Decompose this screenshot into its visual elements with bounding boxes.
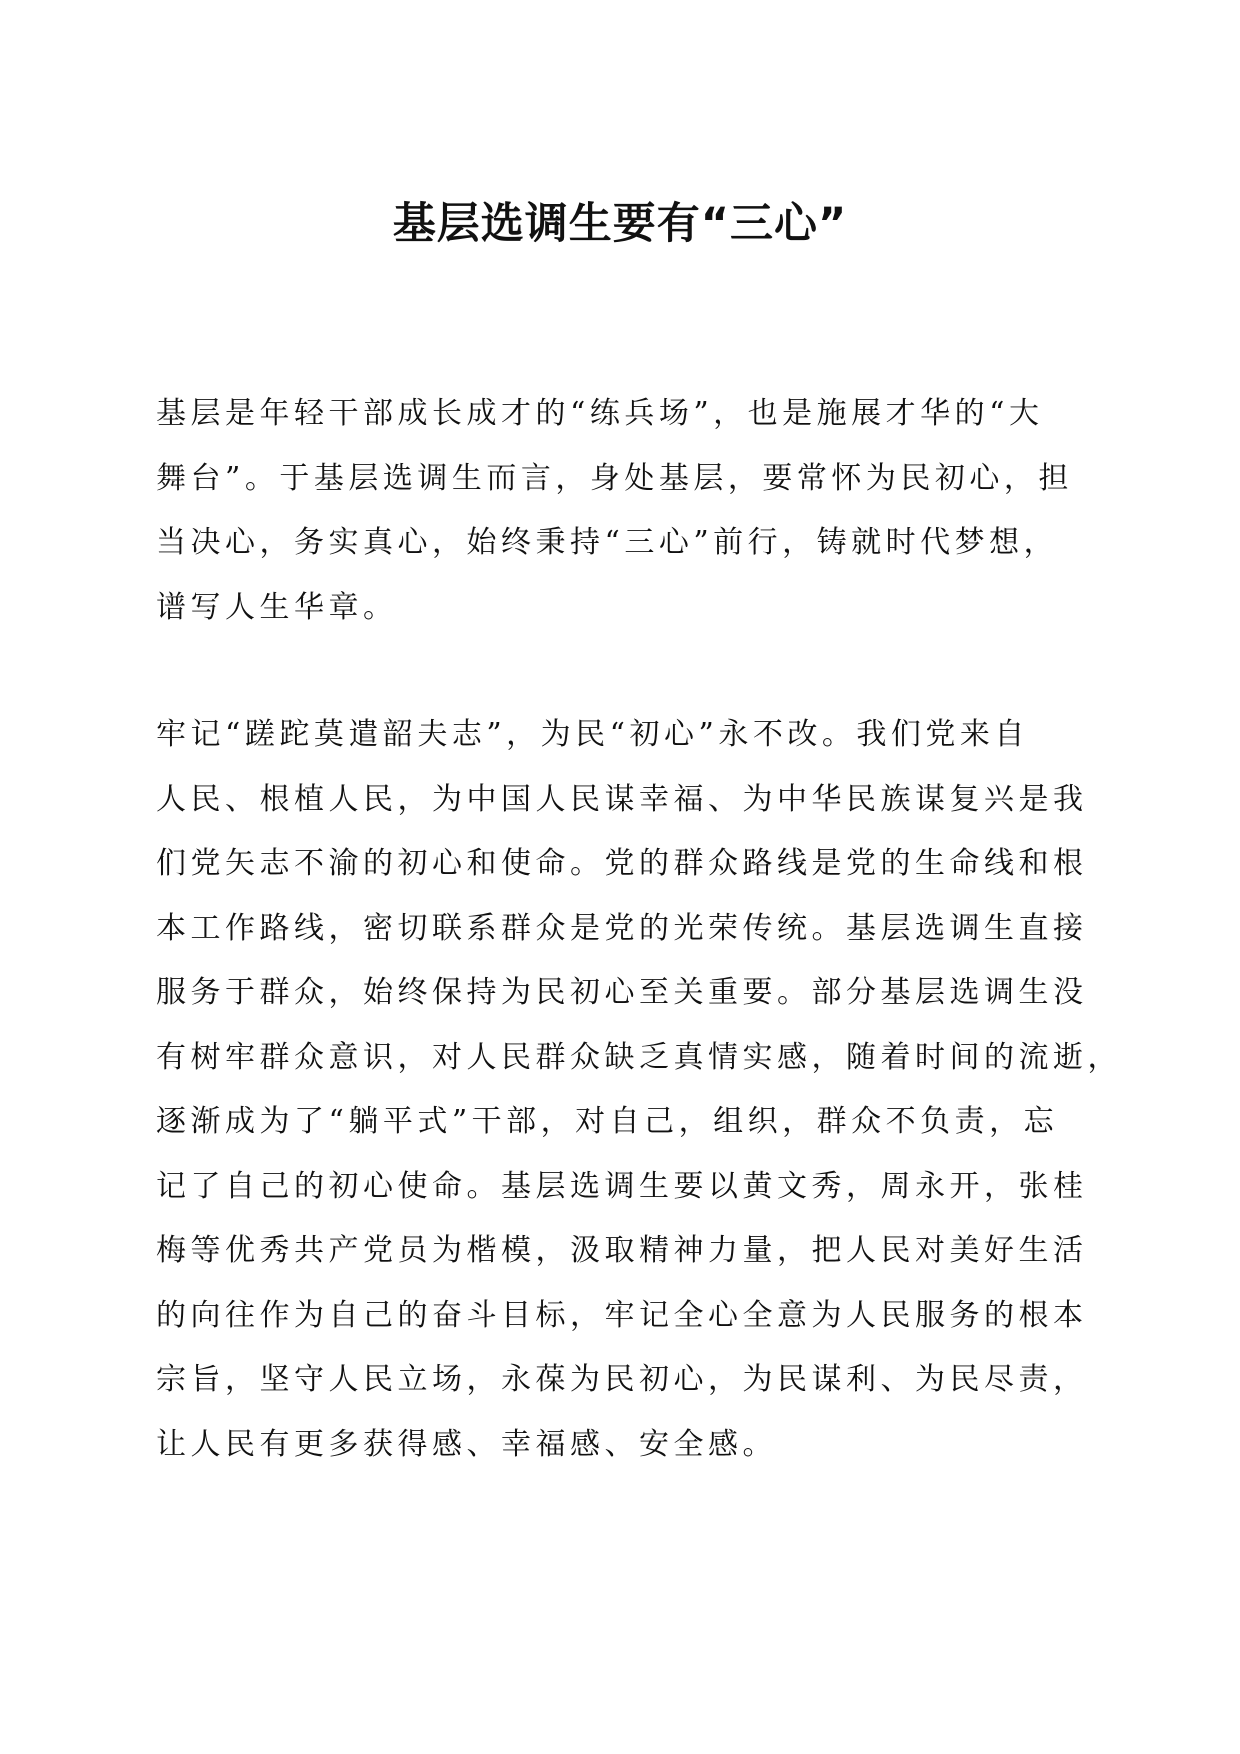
paragraph-line: 谱写人生华章。 — [156, 589, 398, 625]
paragraph-line: 逐渐成为了“躺平式”干部，对自己，组织，群众不负责，忘 — [156, 1104, 1059, 1139]
paragraph-line: 牢记“蹉跎莫遣韶夫志”，为民“初心”永不改。我们党来自 — [156, 717, 1029, 752]
paragraph-line: 本工作路线，密切联系群众是党的光荣传统。基层选调生直接 — [156, 910, 1088, 946]
paragraph-initial-heart — [156, 703, 1122, 1477]
paragraph-line: 们党矢志不渝的初心和使命。党的群众路线是党的生命线和根 — [156, 846, 1088, 881]
paragraph-line: 梅等优秀共产党员为楷模，汲取精神力量，把人民对美好生活 — [156, 1233, 1088, 1268]
paragraph-line: 人民、根植人民，为中国人民谋幸福、为中华民族谋复兴是我 — [156, 781, 1088, 817]
document-title: 基层选调生要有“三心” — [392, 199, 848, 249]
paragraph-intro — [156, 382, 1080, 640]
paragraph-line: 基层是年轻干部成长成才的“练兵场”，也是施展才华的“大 — [156, 396, 1044, 431]
paragraph-line: 有树牢群众意识，对人民群众缺乏真情实感，随着时间的流逝， — [156, 1039, 1122, 1075]
paragraph-line: 的向往作为自己的奋斗目标，牢记全心全意为人民服务的根本 — [156, 1297, 1088, 1333]
paragraph-line: 舞台”。于基层选调生而言，身处基层，要常怀为民初心，担 — [156, 460, 1073, 496]
paragraph-line: 服务于群众，始终保持为民初心至关重要。部分基层选调生没 — [156, 975, 1088, 1010]
paragraph-line: 记了自己的初心使命。基层选调生要以黄文秀，周永开，张桂 — [156, 1168, 1088, 1204]
paragraph-line: 让人民有更多获得感、幸福感、安全感。 — [156, 1426, 777, 1462]
paragraph-line: 宗旨，坚守人民立场，永葆为民初心，为民谋利、为民尽责， — [156, 1362, 1088, 1397]
paragraph-line: 当决心，务实真心，始终秉持“三心”前行，铸就时代梦想， — [156, 525, 1059, 560]
